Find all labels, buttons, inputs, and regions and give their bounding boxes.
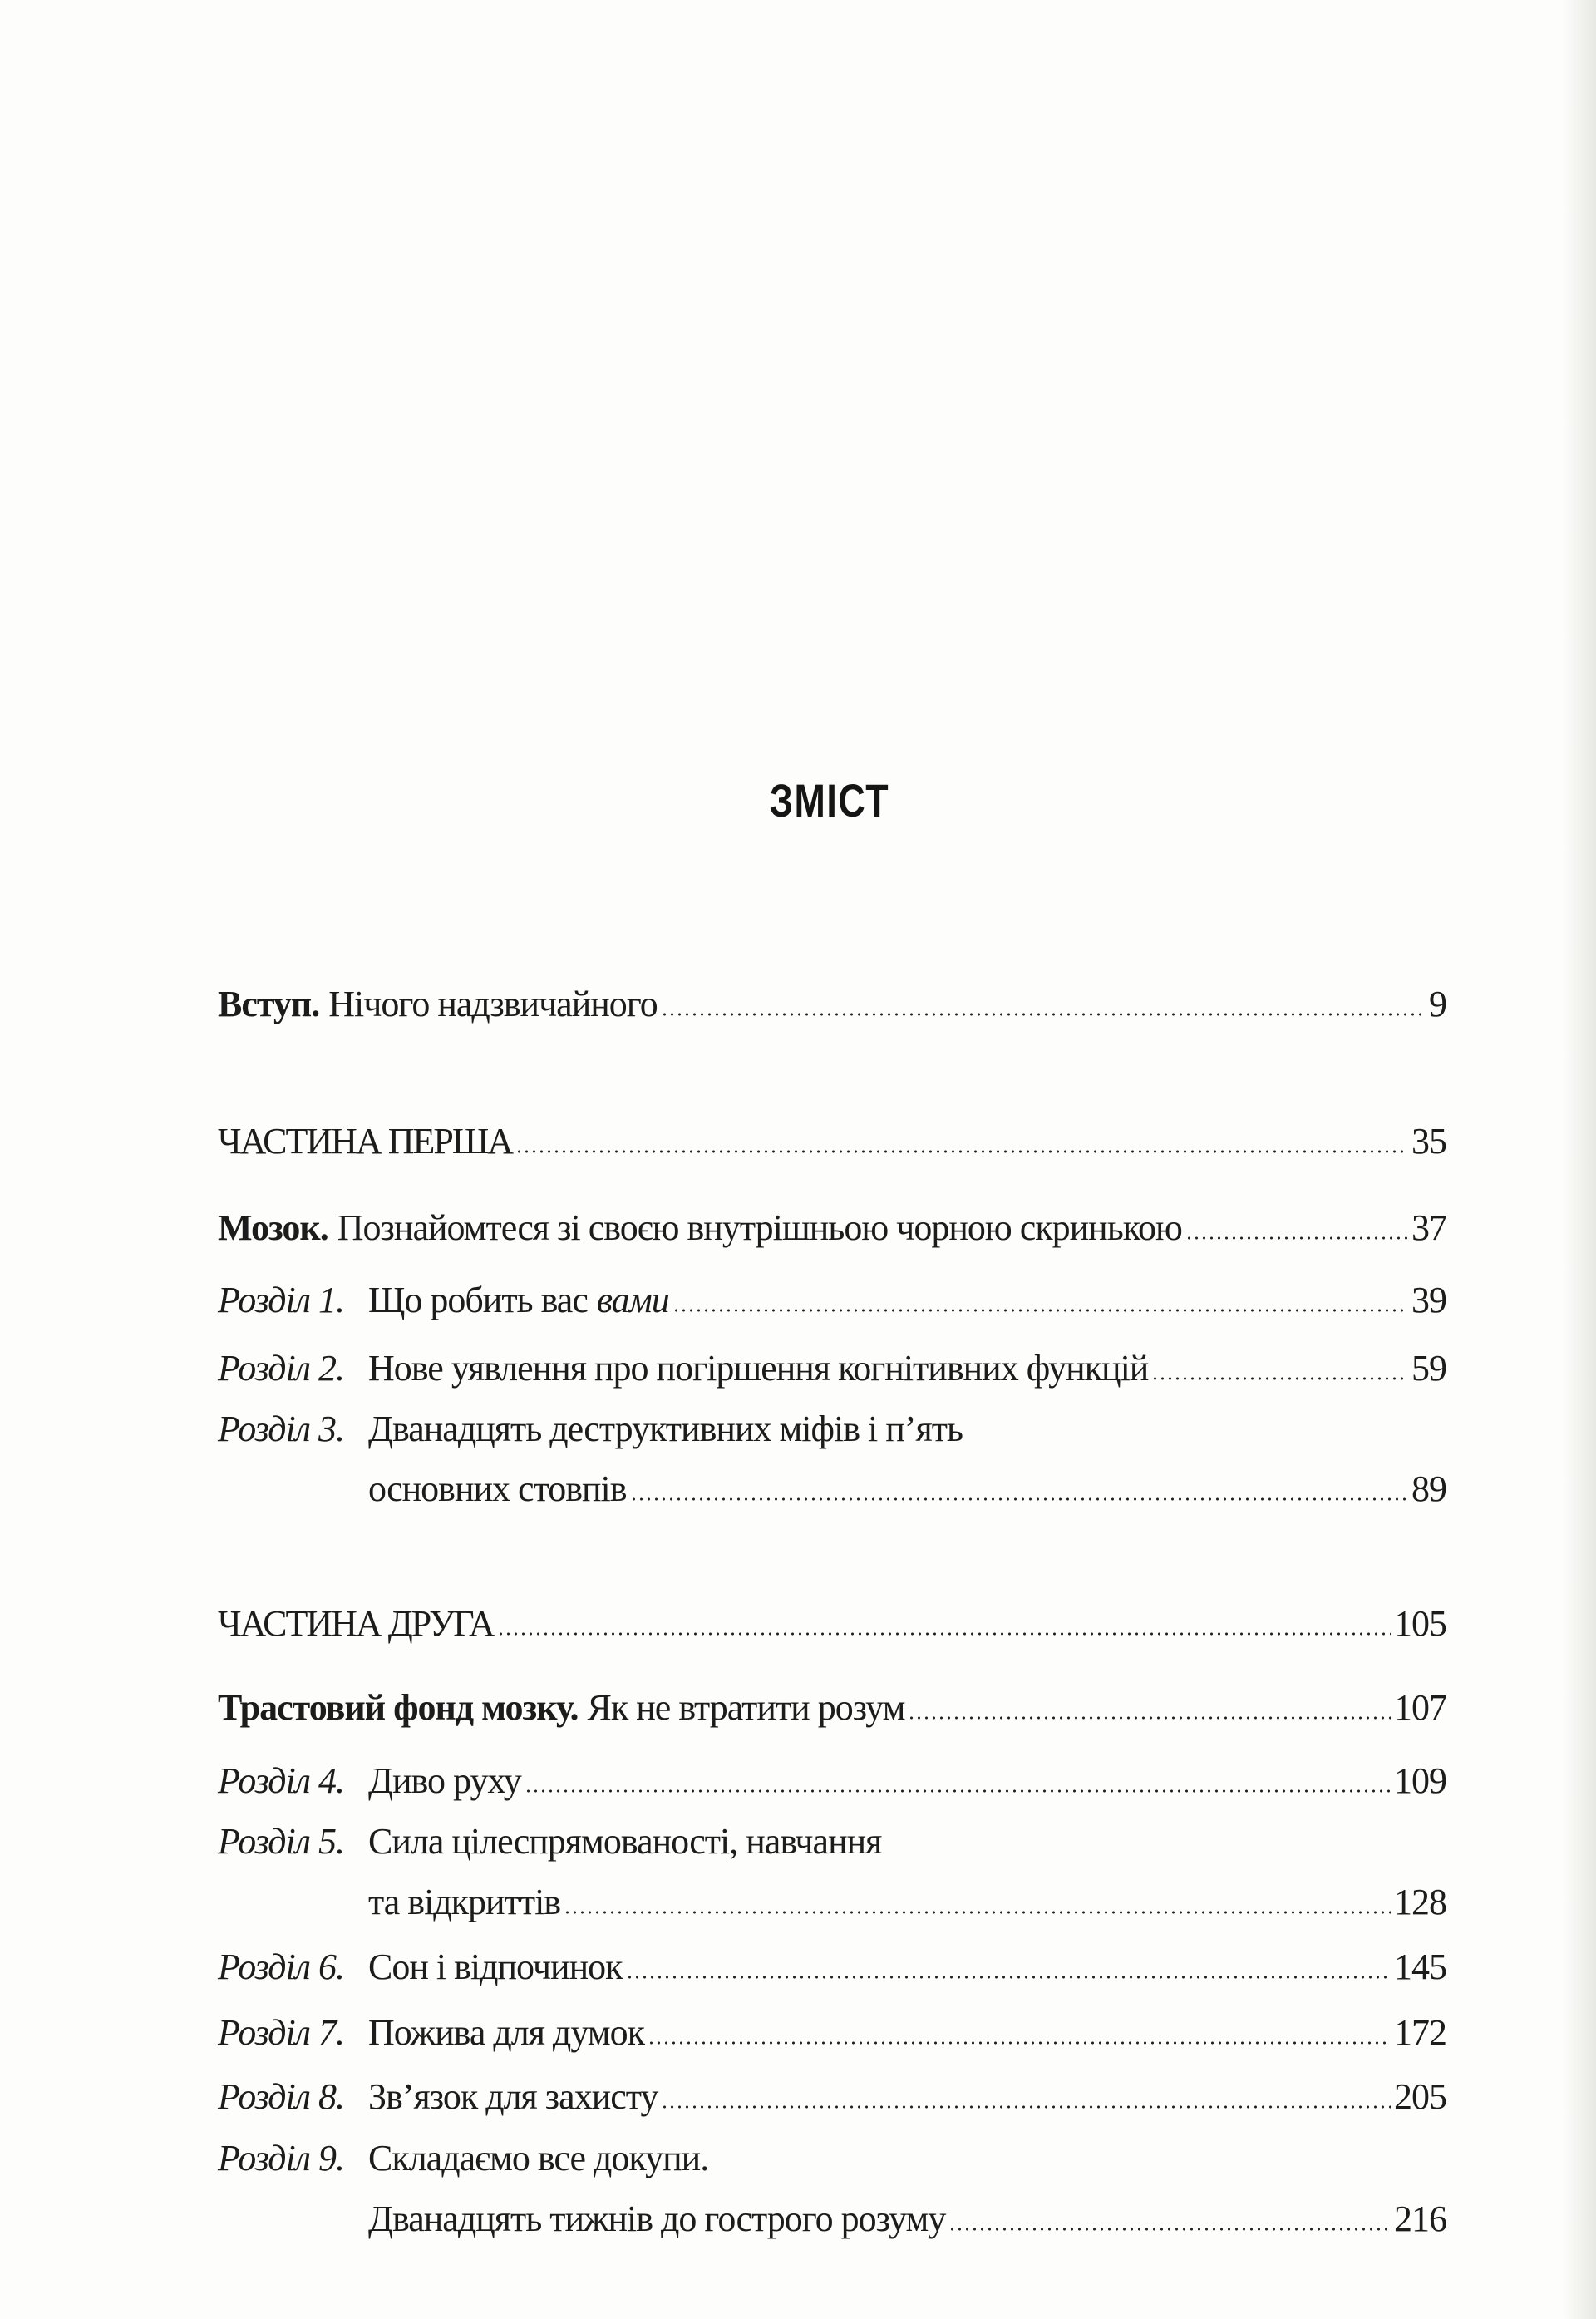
entry-title: Нове уявлення про погіршення когнітивних функцій [368,1348,1149,1389]
dot-leader [948,2228,1391,2231]
dot-leader [661,2105,1391,2109]
dot-leader [630,1497,1408,1501]
toc-entry-chapter-5-cont[interactable] [218,1879,1446,1926]
chapter-label: Розділ 2. [218,1348,344,1389]
toc-entry-trust[interactable] [218,1685,1446,1731]
entry-title-line2: та відкриттів [368,1882,561,1922]
chapter-label: Розділ 9. [218,2138,344,2178]
toc-entry-brain[interactable] [218,1205,1446,1251]
page-number: 216 [1394,2198,1446,2239]
entry-title-line2: основних стовпів [368,1468,627,1509]
entry-title: Пожива для думок [368,2012,644,2053]
toc-entry-chapter-9-cont[interactable] [218,2196,1446,2243]
part-heading: ЧАСТИНА ДРУГА [218,1603,494,1644]
entry-title: Зв’язок для захисту [368,2076,658,2117]
chapter-label: Розділ 8. [218,2076,344,2117]
book-spine-shadow [1563,0,1596,2319]
page-number: 205 [1394,2076,1446,2117]
dot-leader [525,1789,1391,1793]
entry-title: Нічого надзвичайного [328,984,658,1024]
dot-leader [648,2041,1391,2045]
entry-title: Познайомтеся зі своєю внутрішньою чорною скринькою [337,1207,1182,1248]
toc-entry-chapter-8[interactable] [218,2074,1446,2120]
page-number: 128 [1394,1882,1446,1922]
toc-entry-part2[interactable] [218,1601,1446,1647]
dot-leader [626,1976,1391,1979]
page-number: 59 [1411,1348,1446,1389]
chapter-label: Розділ 7. [218,2012,344,2053]
dot-leader [672,1309,1408,1312]
dot-leader [564,1911,1391,1914]
dot-leader [515,1150,1408,1153]
dot-leader [497,1632,1391,1636]
toc-entry-chapter-3-cont[interactable] [218,1466,1446,1512]
toc-entry-chapter-9[interactable] [218,2135,1446,2182]
dot-leader [1185,1236,1408,1240]
page-number: 172 [1394,2012,1446,2053]
entry-title: Сон і відпочинок [368,1946,623,1987]
entry-title: Як не втратити розум [587,1687,905,1728]
page-number: 89 [1411,1468,1446,1509]
toc-entry-chapter-3[interactable] [218,1406,1446,1453]
entry-bold-lead: Мозок. [218,1207,328,1248]
entry-title: Диво руху [368,1760,521,1801]
dot-leader [1151,1377,1408,1380]
toc-entry-chapter-5[interactable] [218,1818,1446,1865]
toc-entry-chapter-1[interactable] [218,1277,1446,1324]
toc-entry-chapter-6[interactable] [218,1944,1446,1991]
toc-entry-intro[interactable] [218,981,1446,1028]
chapter-label: Розділ 4. [218,1760,344,1801]
page-number: 39 [1411,1280,1446,1320]
page-number: 109 [1394,1760,1446,1801]
entry-title-line1: Сила цілеспрямованості, навчання [368,1821,882,1862]
toc-entry-chapter-7[interactable] [218,2010,1446,2056]
dot-leader [661,1013,1426,1016]
entry-title-line1: Складаємо все докупи. [368,2138,709,2178]
entry-title: Що робить вас [368,1280,588,1320]
chapter-label: Розділ 3. [218,1409,344,1449]
page-number: 105 [1394,1603,1446,1644]
page-number: 145 [1394,1946,1446,1987]
chapter-label: Розділ 1. [218,1280,344,1320]
entry-title-italic: вами [596,1280,669,1320]
entry-title-line2: Дванадцять тижнів до гострого розуму [368,2198,946,2239]
toc-entry-chapter-4[interactable] [218,1758,1446,1804]
page-number: 35 [1411,1121,1446,1162]
entry-bold-lead: Вступ. [218,984,320,1024]
toc-entry-part1[interactable] [218,1118,1446,1165]
page-number: 37 [1411,1207,1446,1248]
page-number: 107 [1394,1687,1446,1728]
toc-entry-chapter-2[interactable] [218,1345,1446,1392]
dot-leader [908,1716,1391,1720]
entry-bold-lead: Трастовий фонд мозку. [218,1687,579,1728]
page-title: ЗМІСТ [769,774,890,826]
page-number: 9 [1429,984,1446,1024]
chapter-label: Розділ 6. [218,1946,344,1987]
part-heading: ЧАСТИНА ПЕРША [218,1121,513,1162]
entry-title-line1: Дванадцять деструктивних міфів і п’ять [368,1409,963,1449]
chapter-label: Розділ 5. [218,1821,344,1862]
